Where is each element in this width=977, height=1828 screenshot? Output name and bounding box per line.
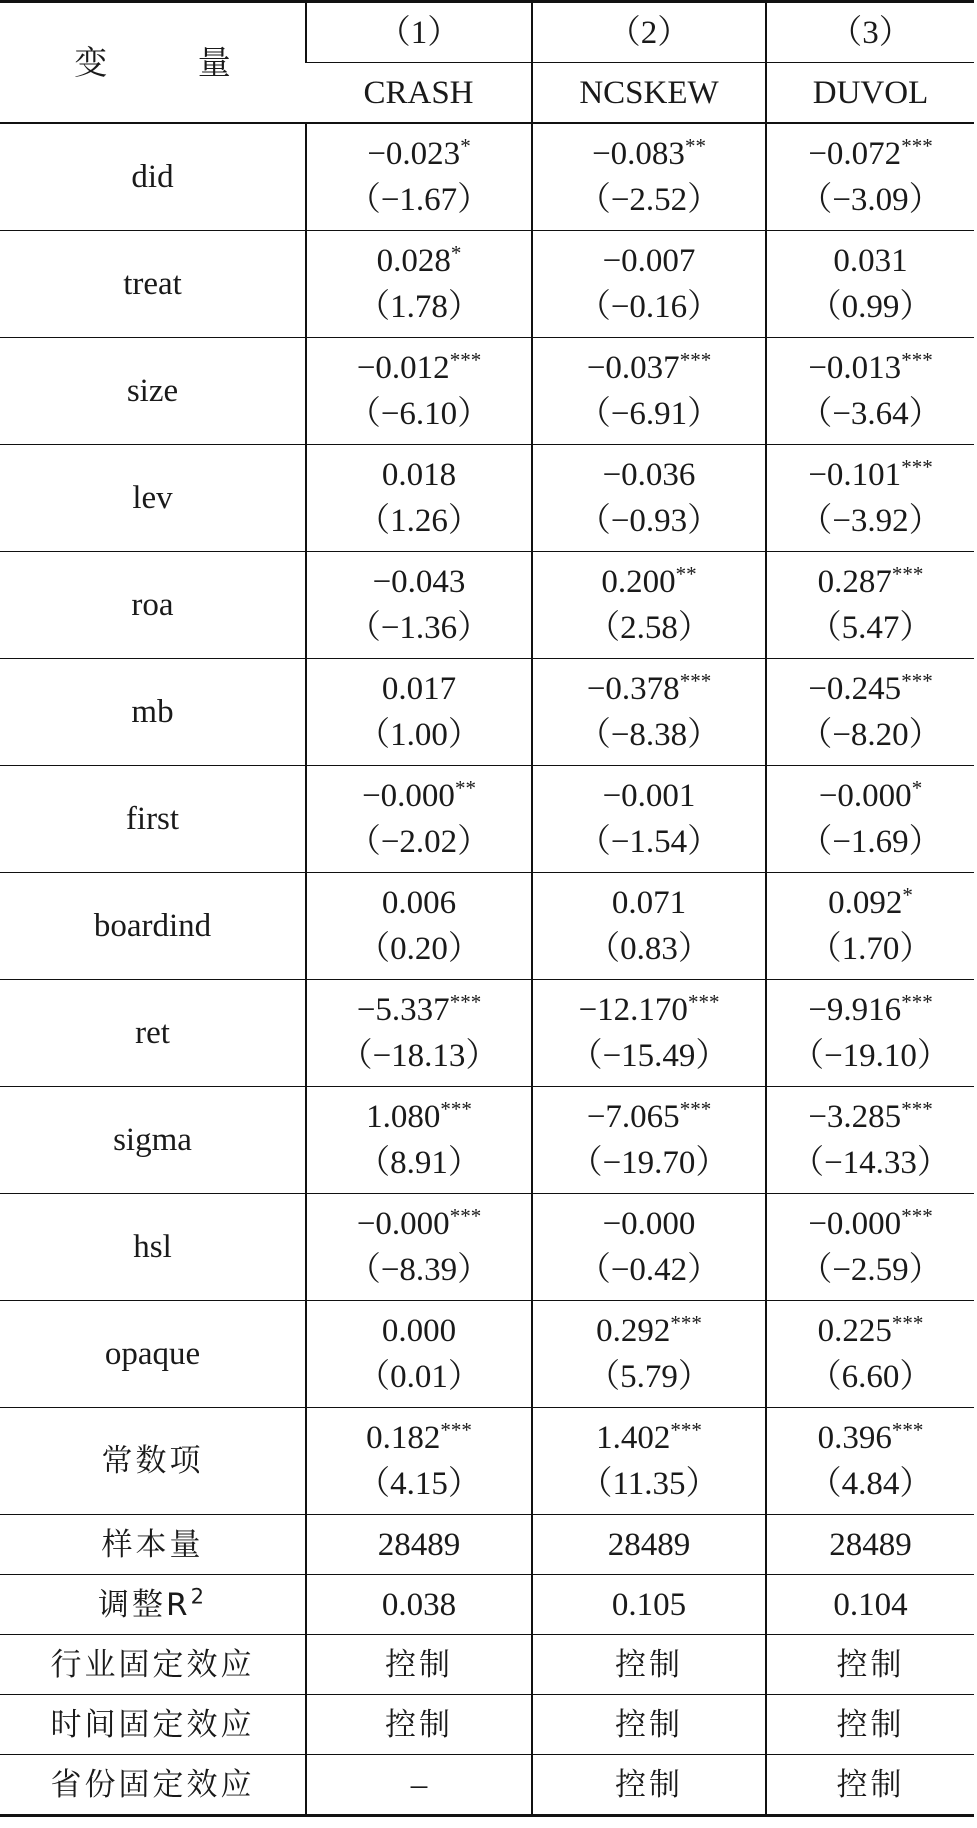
coefficient-line [767, 131, 974, 177]
table-row [0, 552, 974, 659]
coefficient: 0.225 [817, 1313, 892, 1349]
coefficient-line [767, 238, 974, 284]
stat-value: 控制 [532, 1695, 766, 1755]
stat-value: – [306, 1755, 532, 1816]
coefficient-line [307, 666, 531, 712]
stat-label-superscript: 2 [190, 1584, 207, 1609]
significance-stars: *** [679, 1097, 712, 1121]
t-statistic: （1.70） [808, 931, 933, 967]
column-name-duvol: DUVOL [766, 63, 974, 124]
coefficient-line [307, 987, 531, 1033]
stat-label-text: 省份固定效应 [50, 1766, 255, 1803]
significance-stars: *** [449, 990, 482, 1014]
table-cell [532, 980, 766, 1087]
t-statistic: （0.20） [357, 931, 481, 967]
coefficient-line [533, 1201, 765, 1247]
table-cell [766, 1408, 974, 1515]
coefficient: −12.170 [578, 992, 688, 1028]
table-cell [532, 766, 766, 873]
table-cell [766, 445, 974, 552]
table-row [0, 445, 974, 552]
table-cell [766, 1301, 974, 1408]
coefficient-line [533, 1415, 765, 1461]
stat-label-text: 时间固定效应 [50, 1706, 255, 1743]
coefficient-line [307, 131, 531, 177]
coefficient-line [307, 238, 531, 284]
column-number-2: （2） [532, 2, 766, 63]
stat-value: 28489 [306, 1515, 532, 1575]
table-cell [306, 552, 532, 659]
stat-value: 0.105 [532, 1575, 766, 1635]
table-cell [532, 1408, 766, 1515]
table-cell [306, 338, 532, 445]
table-cell [306, 873, 532, 980]
row-label: ret [0, 980, 306, 1087]
coefficient: 0.031 [833, 243, 908, 279]
coefficient: 0.092 [828, 885, 903, 921]
table-row [0, 123, 974, 231]
t-statistic: （−6.10） [347, 396, 491, 432]
significance-stars: *** [891, 1418, 924, 1442]
coefficient-line [767, 1415, 974, 1461]
coefficient: −0.012 [356, 350, 450, 386]
coefficient: −0.007 [602, 243, 696, 279]
table-cell [306, 659, 532, 766]
coefficient-line [767, 666, 974, 712]
stat-label-text: 调整R [98, 1586, 191, 1623]
coefficient-line [307, 1415, 531, 1461]
coefficient-line [533, 345, 765, 391]
significance-stars: * [902, 883, 913, 907]
column-name-crash: CRASH [363, 74, 474, 111]
coefficient-line [307, 1308, 531, 1354]
t-statistic: （0.01） [357, 1359, 481, 1395]
table-row [0, 766, 974, 873]
significance-stars: ** [684, 134, 706, 158]
coefficient: −0.023 [367, 136, 461, 172]
table-cell [532, 231, 766, 338]
coefficient: −0.000 [818, 778, 912, 814]
t-statistic: （−3.64） [799, 396, 942, 432]
table-cell [532, 445, 766, 552]
table-cell [766, 1194, 974, 1301]
significance-stars: *** [670, 1418, 702, 1442]
t-statistic: （0.99） [808, 289, 933, 325]
table-cell [306, 231, 532, 338]
table-cell [766, 766, 974, 873]
stat-value: 控制 [306, 1635, 532, 1695]
coefficient-line [307, 452, 531, 498]
t-statistic: （−14.33） [791, 1145, 950, 1181]
coefficient: 0.182 [366, 1420, 441, 1456]
coefficient: 0.018 [381, 457, 457, 493]
row-label: did [0, 123, 306, 231]
coefficient-line [307, 345, 531, 391]
t-statistic: （2.58） [587, 610, 711, 646]
coefficient-line [767, 773, 974, 819]
coefficient: 0.000 [381, 1313, 457, 1349]
row-label: 常数项 [0, 1408, 306, 1515]
stat-value: 0.038 [306, 1575, 532, 1635]
coefficient-line [307, 559, 531, 605]
significance-stars: *** [901, 134, 933, 158]
coefficient: −0.245 [808, 671, 902, 707]
table-cell [766, 552, 974, 659]
coefficient: −0.043 [372, 564, 466, 600]
significance-stars: *** [901, 1097, 933, 1121]
table-cell [306, 1301, 532, 1408]
table-cell [532, 659, 766, 766]
table-row [0, 980, 974, 1087]
t-statistic: （6.60） [808, 1359, 933, 1395]
table-cell [532, 1301, 766, 1408]
t-statistic: （5.47） [808, 610, 933, 646]
stat-value: 控制 [766, 1635, 974, 1695]
coefficient-line [533, 559, 765, 605]
row-label: opaque [0, 1301, 306, 1408]
stat-row [0, 1635, 974, 1695]
t-statistic: （−3.92） [799, 503, 942, 539]
t-statistic: （11.35） [579, 1466, 719, 1502]
row-label: mb [0, 659, 306, 766]
coefficient-line [767, 1094, 974, 1140]
table-cell [766, 123, 974, 231]
stat-row [0, 1695, 974, 1755]
table-cell [532, 1087, 766, 1194]
significance-stars: *** [901, 348, 933, 372]
significance-stars: *** [449, 348, 482, 372]
t-statistic: （−1.69） [799, 824, 942, 860]
table-cell [306, 1408, 532, 1515]
coefficient-line [767, 1308, 974, 1354]
t-statistic: （−19.10） [791, 1038, 950, 1074]
table-row [0, 1301, 974, 1408]
table-row [0, 659, 974, 766]
t-statistic: （8.91） [357, 1145, 481, 1181]
table-cell [766, 231, 974, 338]
row-label: roa [0, 552, 306, 659]
t-statistic: （−18.13） [339, 1038, 499, 1074]
coefficient-line [767, 345, 974, 391]
stat-label [0, 1755, 306, 1816]
coefficient-line [307, 880, 531, 926]
t-statistic: （−8.20） [799, 717, 942, 753]
coefficient: 0.028 [376, 243, 451, 279]
row-label: lev [0, 445, 306, 552]
significance-stars: * [911, 776, 923, 800]
coefficient: −0.000 [362, 778, 455, 814]
table-cell [306, 445, 532, 552]
stat-row [0, 1515, 974, 1575]
coefficient: 0.292 [596, 1313, 671, 1349]
coefficient: 1.402 [596, 1420, 671, 1456]
significance-stars: *** [891, 1311, 924, 1335]
row-label: first [0, 766, 306, 873]
coefficient: −0.378 [586, 671, 680, 707]
coefficient-line [767, 1201, 974, 1247]
t-statistic: （−8.39） [347, 1252, 491, 1288]
table-row [0, 231, 974, 338]
table-cell [532, 552, 766, 659]
t-statistic: （4.84） [808, 1466, 933, 1502]
stat-label-text: 样本量 [101, 1526, 204, 1563]
t-statistic: （−3.09） [799, 182, 942, 218]
t-statistic: （1.00） [357, 717, 481, 753]
stat-row [0, 1575, 974, 1635]
stat-value: 28489 [532, 1515, 766, 1575]
coefficient: 0.006 [381, 885, 457, 921]
table-cell [766, 980, 974, 1087]
coefficient: −0.000 [602, 1206, 696, 1242]
significance-stars: *** [901, 669, 933, 693]
stat-value: 控制 [532, 1635, 766, 1695]
row-label: hsl [0, 1194, 306, 1301]
table-row [0, 873, 974, 980]
table-cell [532, 873, 766, 980]
stat-value: 控制 [532, 1755, 766, 1816]
table-row [0, 338, 974, 445]
t-statistic: （−8.38） [577, 717, 721, 753]
coefficient-line [307, 773, 531, 819]
significance-stars: * [460, 134, 471, 158]
table-cell [766, 659, 974, 766]
significance-stars: *** [891, 562, 924, 586]
coefficient-line [533, 987, 765, 1033]
coefficient-line [767, 452, 974, 498]
coefficient: −3.285 [808, 1099, 902, 1135]
t-statistic: （−0.42） [577, 1252, 721, 1288]
t-statistic: （−0.93） [577, 503, 721, 539]
stat-label [0, 1695, 306, 1755]
coefficient-line [533, 238, 765, 284]
row-label: sigma [0, 1087, 306, 1194]
significance-stars: *** [449, 1204, 482, 1228]
column-number-1: （1） [306, 2, 532, 63]
table-cell [766, 1087, 974, 1194]
t-statistic: （−6.91） [577, 396, 721, 432]
coefficient-line [307, 1201, 531, 1247]
coefficient-line [307, 1094, 531, 1140]
coefficient: −0.072 [808, 136, 902, 172]
table-row [0, 1408, 974, 1515]
significance-stars: *** [901, 1204, 933, 1228]
coefficient-line [767, 880, 974, 926]
stat-value: 0.104 [766, 1575, 974, 1635]
table-cell [766, 338, 974, 445]
coefficient-line [533, 1308, 765, 1354]
significance-stars: *** [679, 348, 712, 372]
t-statistic: （−2.59） [799, 1252, 942, 1288]
table-row [0, 1194, 974, 1301]
t-statistic: （−1.67） [347, 182, 491, 218]
table-cell [306, 123, 532, 231]
significance-stars: *** [687, 990, 720, 1014]
coefficient-line [767, 559, 974, 605]
coefficient: 0.287 [817, 564, 892, 600]
t-statistic: （−2.02） [347, 824, 491, 860]
table-cell [766, 873, 974, 980]
t-statistic: （1.78） [357, 289, 481, 325]
coefficient: 0.200 [601, 564, 676, 600]
coefficient: −0.036 [602, 457, 696, 493]
coefficient: −9.916 [808, 992, 902, 1028]
coefficient: 0.396 [817, 1420, 892, 1456]
header-row-numbers [0, 2, 974, 63]
coefficient-line [533, 131, 765, 177]
stat-value: 控制 [766, 1695, 974, 1755]
coefficient-line [533, 666, 765, 712]
stat-value: 控制 [306, 1695, 532, 1755]
coefficient-line [533, 452, 765, 498]
table-cell [532, 1194, 766, 1301]
significance-stars: *** [670, 1311, 702, 1335]
significance-stars: ** [675, 562, 697, 586]
stat-value: 控制 [766, 1755, 974, 1816]
coefficient: −0.000 [808, 1206, 902, 1242]
t-statistic: （0.83） [587, 931, 711, 967]
significance-stars: * [450, 241, 462, 265]
significance-stars: *** [901, 455, 933, 479]
table-cell [532, 123, 766, 231]
t-statistic: （−1.36） [347, 610, 491, 646]
variable-header: 变 量 [74, 42, 271, 82]
row-label: treat [0, 231, 306, 338]
significance-stars: *** [679, 669, 712, 693]
table-cell [306, 1194, 532, 1301]
table-cell [306, 766, 532, 873]
coefficient: −0.037 [586, 350, 680, 386]
coefficient: 0.071 [611, 885, 687, 921]
row-label: boardind [0, 873, 306, 980]
coefficient: −0.083 [592, 136, 685, 172]
coefficient: −5.337 [356, 992, 450, 1028]
column-name-ncskew: NCSKEW [532, 63, 766, 124]
t-statistic: （−2.52） [577, 182, 721, 218]
stat-label [0, 1515, 306, 1575]
t-statistic: （4.15） [357, 1466, 481, 1502]
coefficient-line [533, 773, 765, 819]
stat-row [0, 1755, 974, 1816]
table-row [0, 1087, 974, 1194]
column-number-3: （3） [766, 2, 974, 63]
coefficient: −0.101 [808, 457, 902, 493]
t-statistic: （−15.49） [569, 1038, 729, 1074]
stat-value: 28489 [766, 1515, 974, 1575]
significance-stars: *** [901, 990, 933, 1014]
stat-label [0, 1575, 306, 1635]
coefficient-line [533, 880, 765, 926]
coefficient: −0.013 [808, 350, 902, 386]
coefficient: −7.065 [586, 1099, 680, 1135]
significance-stars: ** [454, 776, 476, 800]
coefficient-line [533, 1094, 765, 1140]
significance-stars: *** [440, 1097, 472, 1121]
significance-stars: *** [440, 1418, 472, 1442]
coefficient: −0.000 [356, 1206, 450, 1242]
coefficient: −0.001 [602, 778, 696, 814]
coefficient: 0.017 [381, 671, 457, 707]
t-statistic: （−1.54） [577, 824, 721, 860]
t-statistic: （−0.16） [577, 289, 721, 325]
table-cell [532, 338, 766, 445]
stat-label [0, 1635, 306, 1695]
stat-label-text: 行业固定效应 [50, 1646, 255, 1683]
row-label: size [0, 338, 306, 445]
table-cell [306, 1087, 532, 1194]
t-statistic: （−19.70） [569, 1145, 729, 1181]
coefficient-line [767, 987, 974, 1033]
coefficient: 1.080 [366, 1099, 441, 1135]
t-statistic: （5.79） [587, 1359, 711, 1395]
t-statistic: （1.26） [357, 503, 481, 539]
table-cell [306, 980, 532, 1087]
